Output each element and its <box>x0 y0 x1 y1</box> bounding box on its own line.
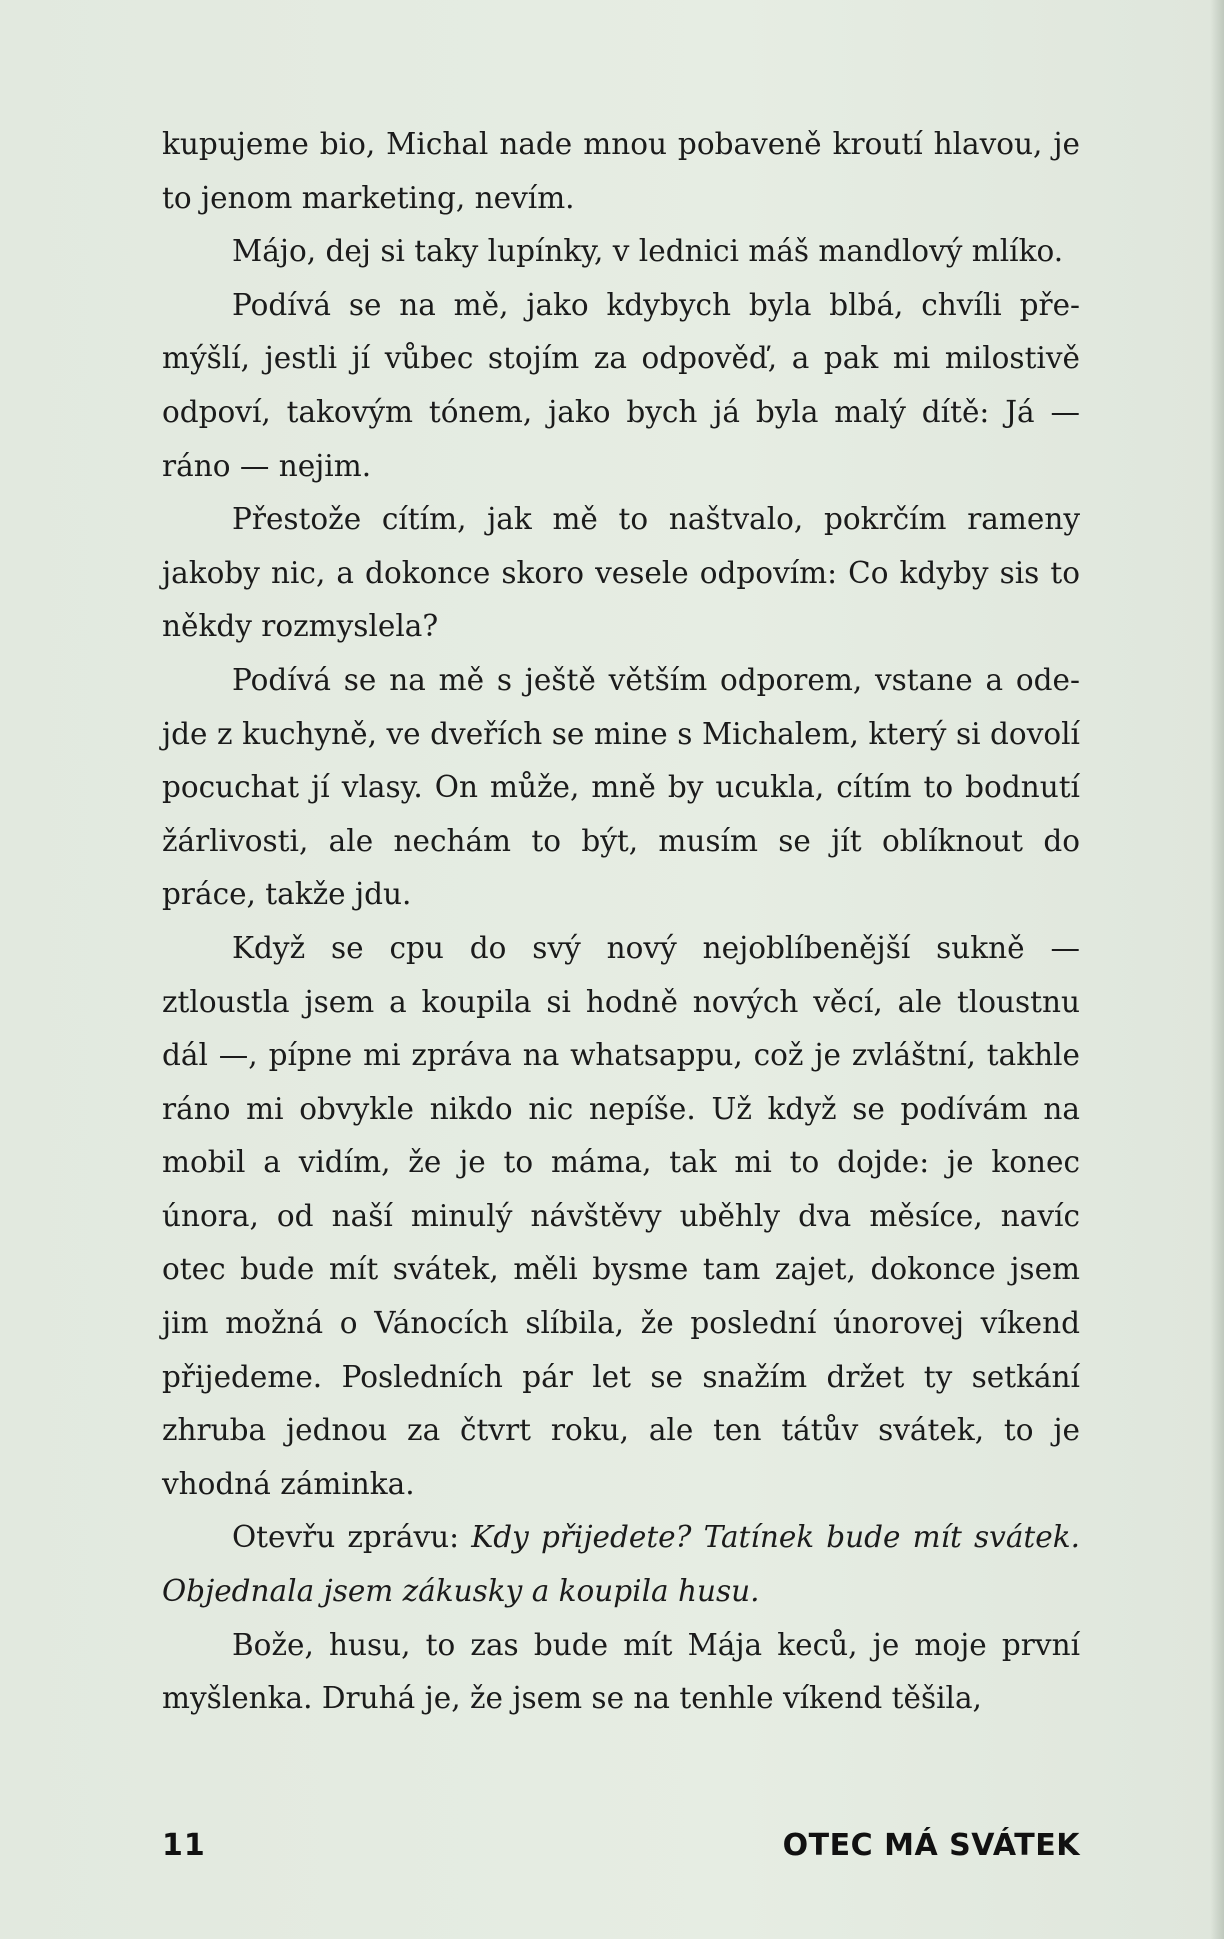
paragraph-lead-text: Otevřu zprávu: <box>232 1520 472 1555</box>
page-number: 11 <box>162 1828 206 1863</box>
paragraph: Podívá se na mě s ještě větším odporem, vstane a odejde z kuchyně, ve dveřích se mine s Michalem, který si dovolí pocuchat jí vlasy. On může, mně by ucukla, cítím to bodnutí žárlivosti, ale nechám to být, musím se jít oblíknout do práce, takže jdu. <box>162 662 1080 912</box>
paragraph: Podívá se na mě, jako kdybych byla blbá, chvíli přemýšlí, jestli jí vůbec stojím za odpověď, a pak mi milostivě odpoví, takovým tónem, jako bych já byla malý dítě: Já — ráno — nejim. <box>162 287 1080 483</box>
paragraph-with-message <box>162 1511 1080 1618</box>
paragraph: Májo, dej si taky lupínky, v lednici máš mandlový mlíko. <box>232 234 1064 269</box>
paragraph: Přestože cítím, jak mě to naštvalo, pokrčím rameny jakoby nic, a dokonce skoro vesele odpovím: Co kdyby sis to někdy rozmyslela? <box>162 502 1080 644</box>
paragraph: Bože, husu, to zas bude mít Mája keců, je moje první myšlenka. Druhá je, že jsem se na tenhle víkend těšila, <box>162 1627 1080 1716</box>
page-footer <box>162 1828 1080 1868</box>
quoted-message: Kdy přijedete? Tatínek bude mít svátek. Objednala jsem zákusky a koupila husu. <box>162 1520 1080 1609</box>
body-text <box>162 118 1080 1726</box>
running-title: OTEC MÁ SVÁTEK <box>782 1828 1080 1863</box>
paragraph: Když se cpu do svý nový nejoblíbenější sukně — ztloustla jsem a koupila si hodně nových věcí, ale tloustnu dál —, pípne mi zpráva na whatsappu, což je zvláštní, takhle ráno mi obvykle nikdo nic nepíše. Už když se podívám na mobil a vidím, že je to máma, tak mi to dojde: je konec února, od naší minulý návštěvy uběhly dva měsíce, navíc otec bude mít svátek, měli bysme tam zajet, dokonce jsem jim možná o Vánocích slíbila, že poslední únorovej víkend přijedeme. Posledních pár let se snažím držet ty setkání zhruba jednou za čtvrt roku, ale ten tátův svátek, to je vhodná záminka. <box>162 930 1080 1501</box>
page-gutter-shadow <box>1210 0 1224 1939</box>
paragraph: kupujeme bio, Michal nade mnou pobaveně kroutí hlavou, je to jenom marketing, nevím. <box>162 127 1080 215</box>
